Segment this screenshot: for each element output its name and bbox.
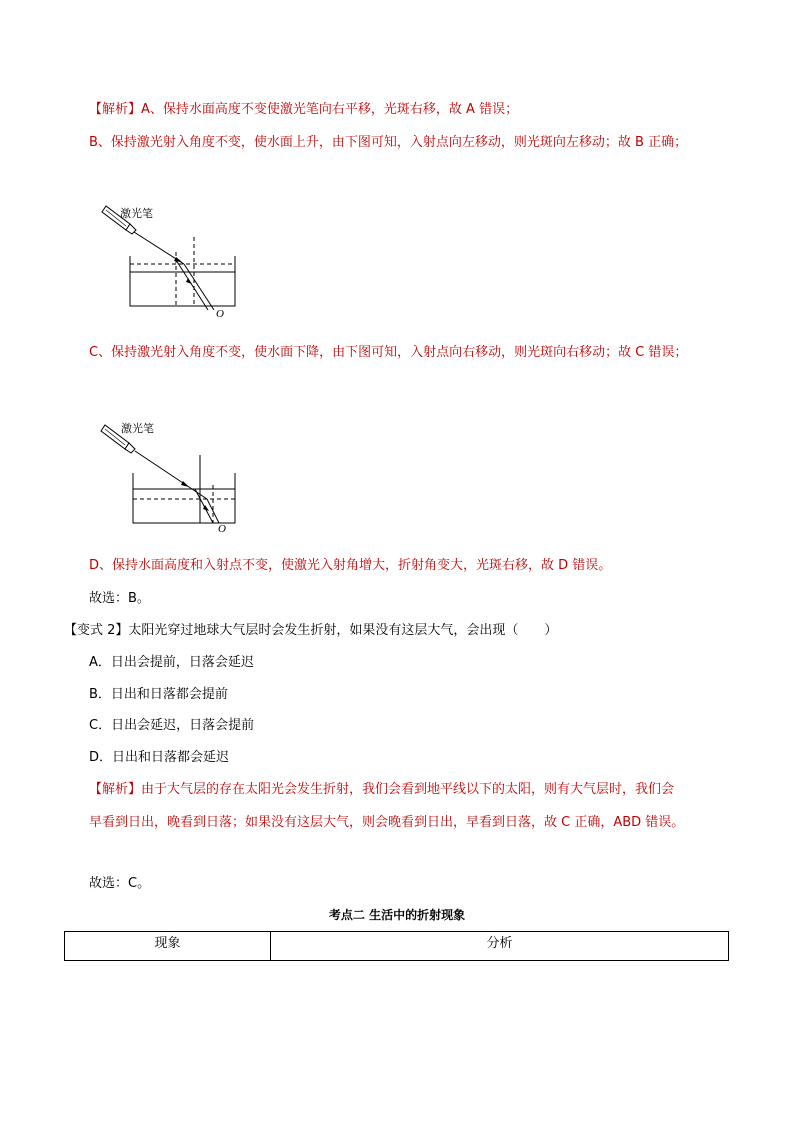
option-a: A．日出会提前，日落会延迟 [89, 655, 254, 670]
phenomena-table [64, 931, 729, 961]
table-header-row [65, 932, 729, 961]
analysis-line-b: B、保持激光射入角度不变，使水面上升，由下图可知，入射点向左移动，则光斑向左移动；故 B 正确； [89, 135, 688, 150]
analysis-tag: 【解析】 [89, 102, 142, 117]
figure-water-rise [90, 200, 250, 325]
analysis-text-a: A、保持水面高度不变使激光笔向右平移，光斑右移，故 A 错误； [141, 102, 519, 117]
figure-water-fall-diagram [95, 415, 255, 540]
analysis-line-d: D、保持水面高度和入射点不变，使激光入射角增大，折射角变大，光斑右移，故 D 错误。 [89, 558, 612, 573]
section-title: 考点二 生活中的折射现象 [328, 908, 466, 922]
variant2-tag: 【变式 2】 [64, 623, 129, 638]
point-o-label: O [218, 523, 226, 535]
analysis-line-c: C、保持激光射入角度不变，使水面下降，由下图可知，入射点向右移动，则光斑向右移动；故 C 错误； [89, 345, 688, 360]
figure-water-rise-diagram [90, 200, 250, 325]
variant2-analysis-tag: 【解析】 [89, 782, 142, 797]
variant2-analysis-text1: 由于大气层的存在太阳光会发生折射，我们会看到地平线以下的太阳，则有大气层时，我们会 [141, 782, 675, 797]
variant2-analysis-line1 [89, 781, 674, 799]
figure-water-fall [95, 415, 255, 540]
analysis-line-a [89, 101, 518, 119]
laser-pen-label: 激光笔 [121, 422, 154, 435]
point-o-label: O [216, 308, 224, 320]
ray-arrow-2 [186, 278, 192, 284]
variant2-question-text: 太阳光穿过地球大气层时会发生折射，如果没有这层大气，会出现（ ） [128, 623, 558, 638]
option-b: B．日出和日落都会提前 [89, 687, 228, 702]
variant2-analysis-line2: 早看到日出，晚看到日落；如果没有这层大气，则会晚看到日出，早看到日落，故 C 正确，ABD 错误。 [89, 815, 685, 830]
option-c: C．日出会延迟，日落会提前 [89, 718, 255, 733]
option-d: D．日出和日落都会延迟 [89, 750, 230, 765]
answer-line-2: 故选：C。 [89, 876, 151, 891]
variant2-question [64, 622, 557, 640]
refracted-ray-2 [184, 264, 214, 310]
ray-arrow-1 [174, 257, 182, 262]
answer-line-1: 故选：B。 [89, 591, 150, 606]
refracted-ray-1 [176, 260, 208, 310]
table-header-analysis: 分析 [271, 932, 729, 961]
laser-pen-label: 激光笔 [120, 207, 153, 220]
container-outline [133, 473, 235, 523]
table-header-phenomenon: 现象 [65, 932, 271, 961]
